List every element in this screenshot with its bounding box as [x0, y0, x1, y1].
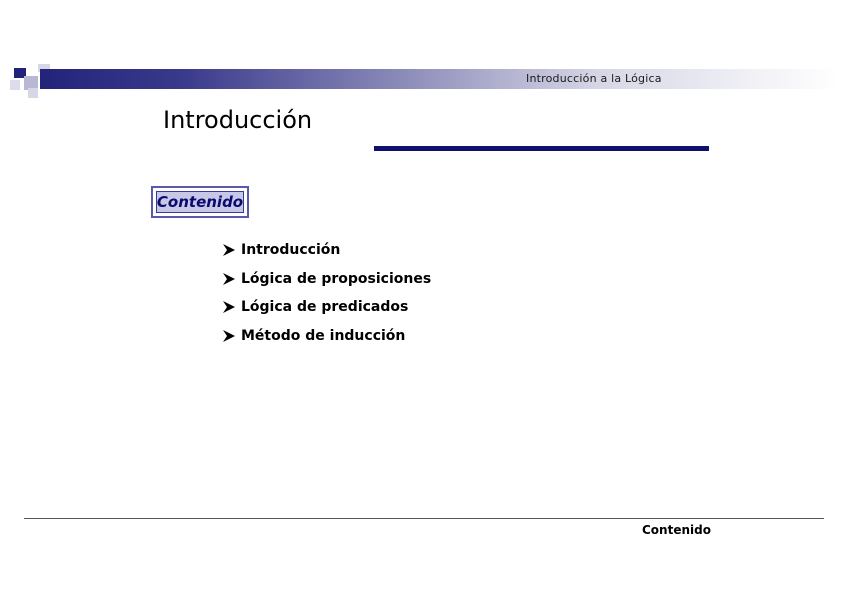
header-gradient-bar	[40, 69, 838, 89]
decorative-square	[10, 80, 20, 90]
arrowhead-bullet-icon	[222, 329, 236, 343]
title-underline	[374, 146, 709, 151]
list-item	[222, 265, 431, 294]
section-box-inner	[156, 191, 244, 213]
list-item	[222, 293, 431, 322]
list-item-label: Lógica de proposiciones	[241, 270, 432, 287]
arrowhead-bullet-icon	[222, 243, 236, 257]
arrowhead-bullet-icon	[222, 272, 236, 286]
section-box-label: Contenido	[156, 193, 244, 211]
list-item-label: Método de inducción	[241, 327, 406, 344]
list-item-label: Lógica de predicados	[241, 299, 409, 316]
list-item	[222, 322, 431, 351]
header-text: Introducción a la Lógica	[526, 72, 662, 85]
slide-title: Introducción	[163, 106, 313, 134]
section-box	[151, 186, 249, 218]
contents-list	[222, 236, 431, 350]
list-item	[222, 236, 431, 265]
footer-label: Contenido	[642, 523, 711, 537]
arrowhead-bullet-icon	[222, 300, 236, 314]
list-item-label: Introducción	[241, 242, 341, 259]
footer-divider	[24, 518, 824, 519]
decorative-square	[28, 88, 38, 98]
